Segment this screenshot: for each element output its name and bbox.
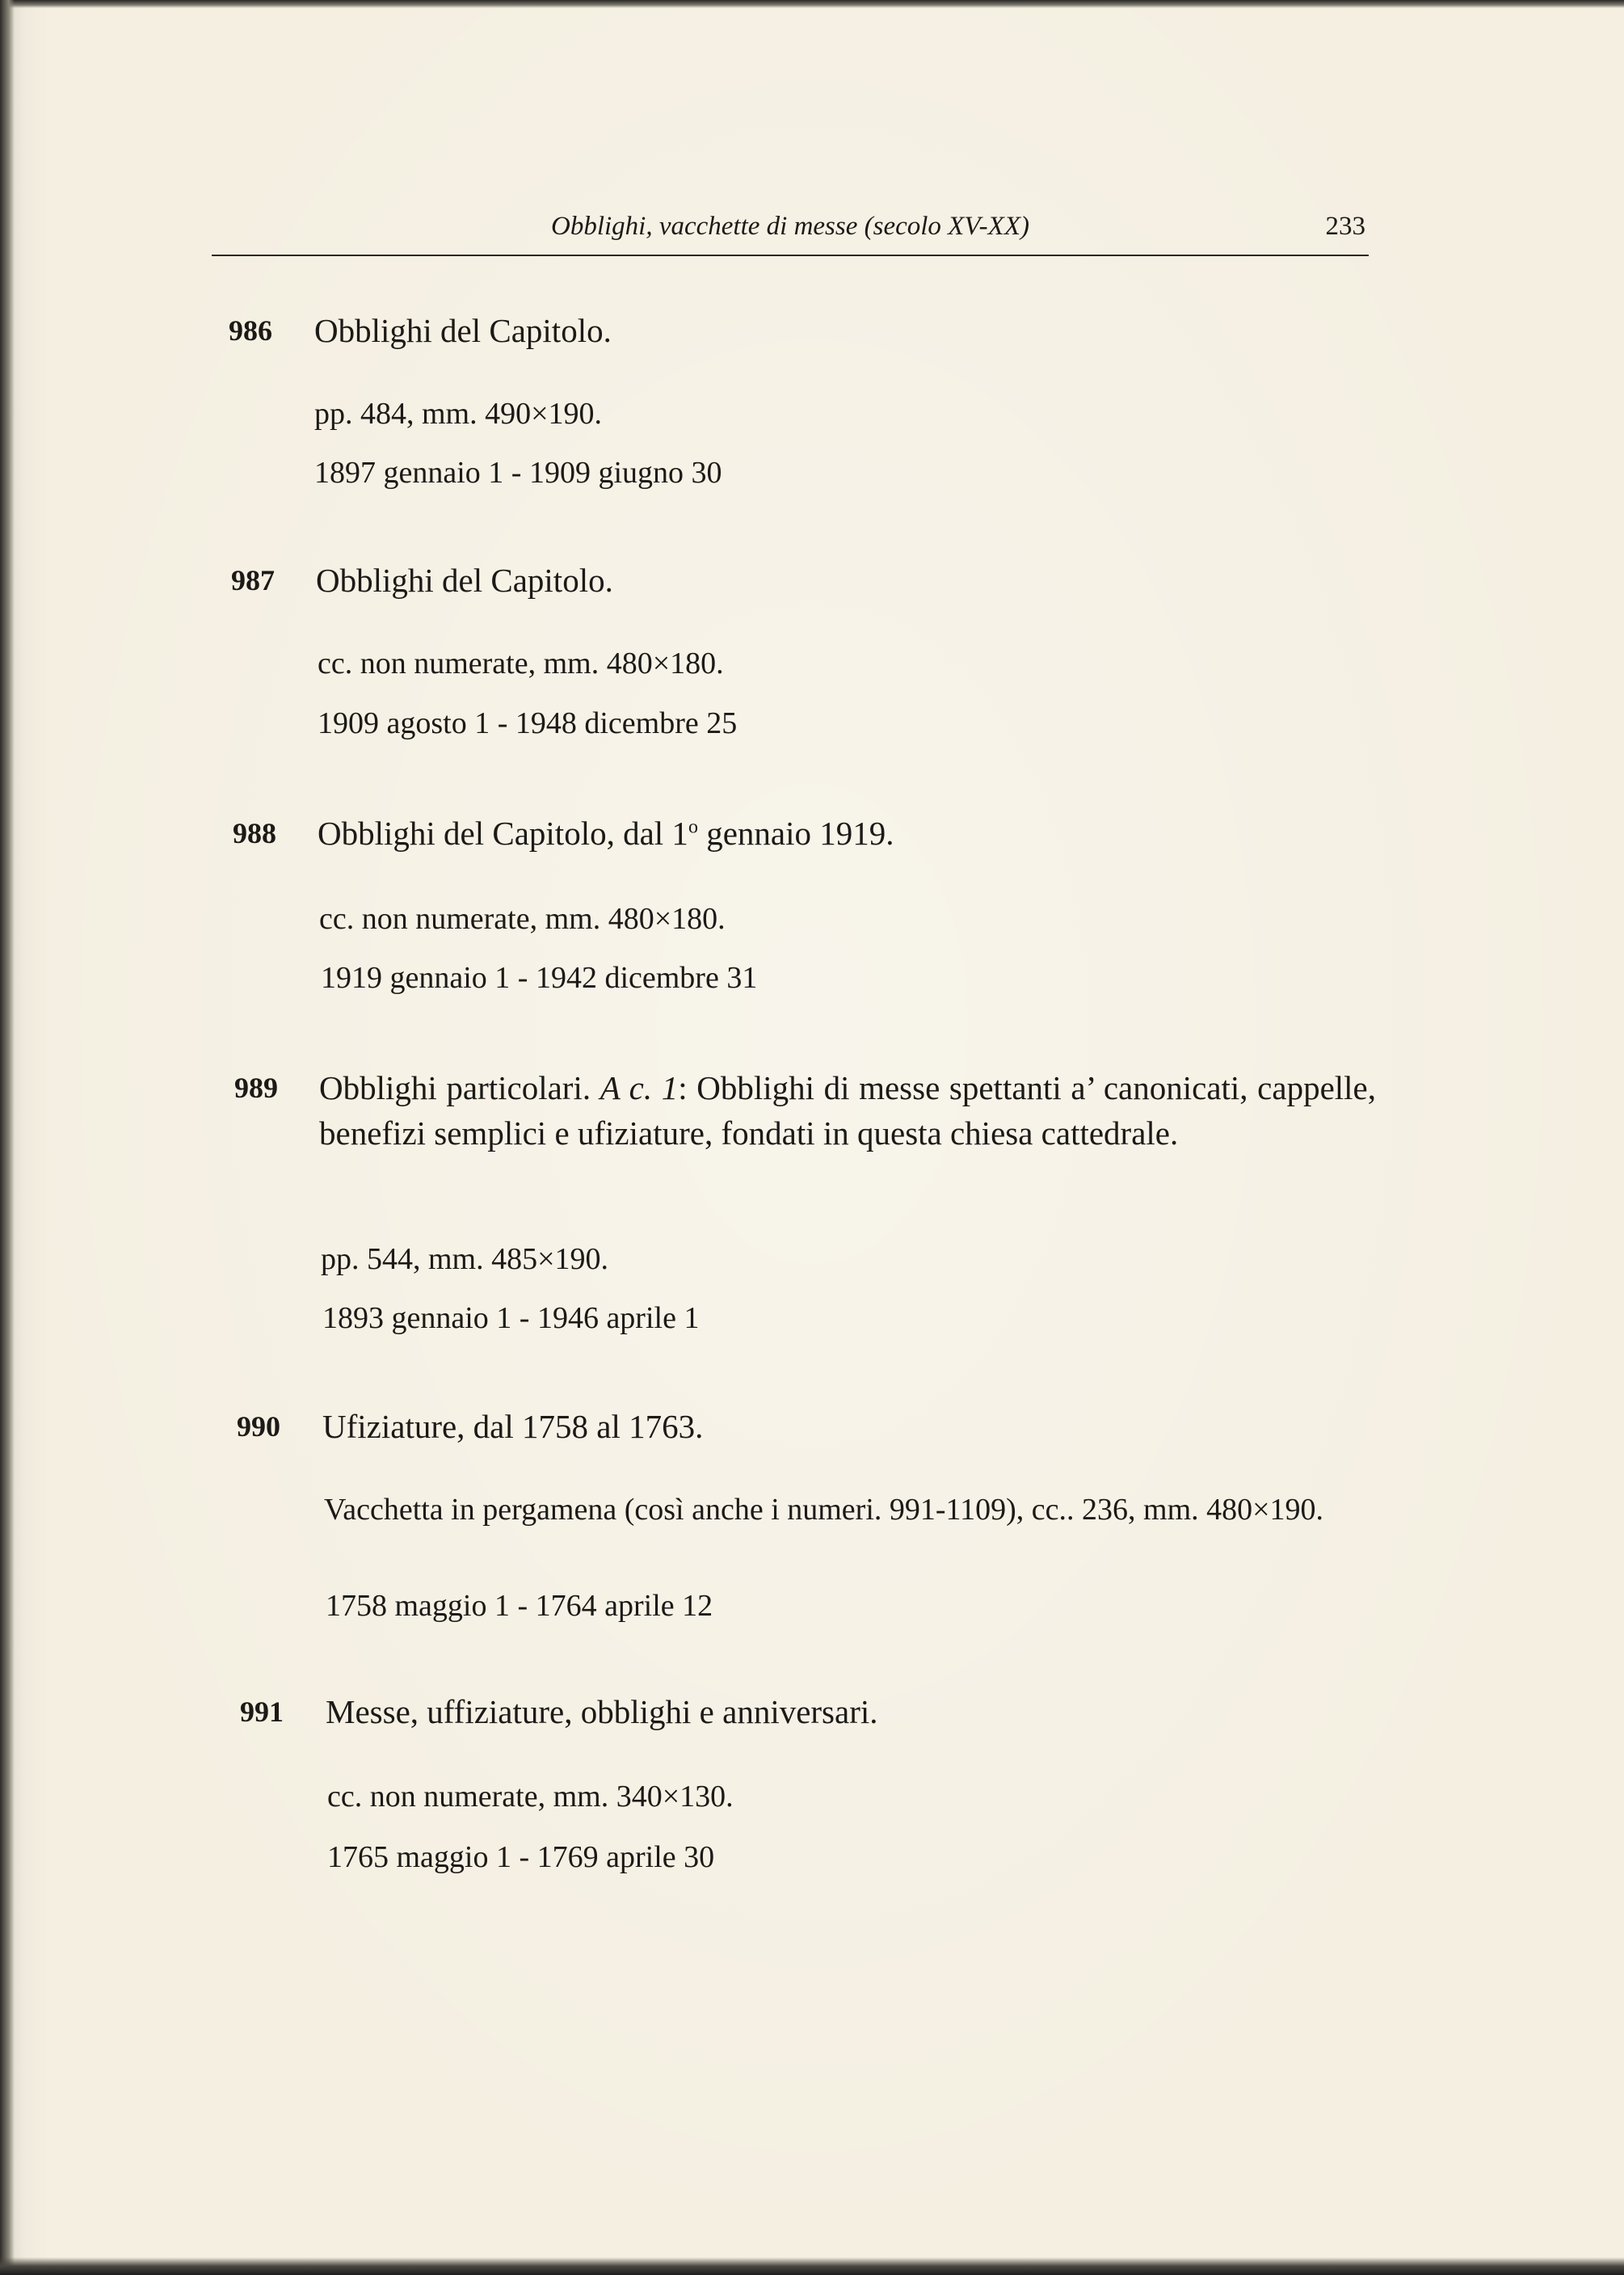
entry-description: pp. 484, mm. 490×190. [314, 397, 603, 431]
ordinal-superscript: o [688, 816, 698, 838]
entry-title: Obblighi del Capitolo. [314, 312, 612, 349]
entry-number: 990 [237, 1410, 280, 1443]
page-left-edge [0, 0, 15, 2275]
folio-reference: A c. 1 [600, 1069, 679, 1106]
entry-dates: 1765 maggio 1 - 1769 aprile 30 [327, 1840, 715, 1874]
entry-title: Messe, uffiziature, obblighi e anniversari. [326, 1693, 878, 1730]
entry-title: Obblighi del Capitolo. [316, 562, 613, 599]
page-top-edge [0, 0, 1624, 8]
entry-number: 987 [231, 564, 275, 596]
entry-number: 989 [234, 1072, 278, 1104]
running-head [212, 206, 1369, 256]
entry-title-text: Obblighi del Capitolo, dal 1 [318, 815, 688, 852]
entry-title-text: : Obblighi di messe spettanti a’ canonicati, cappelle, benefizi semplici e ufiziature, fondati in questa chiesa cattedrale. [319, 1069, 1376, 1152]
entry-number: 991 [240, 1696, 284, 1728]
entry-dates: 1897 gennaio 1 - 1909 giugno 30 [314, 456, 722, 490]
entry-number: 986 [229, 314, 272, 347]
entry-description: cc. non numerate, mm. 340×130. [327, 1780, 734, 1814]
entry-title-text: Obblighi particolari. [319, 1069, 600, 1106]
entry-description: pp. 544, mm. 485×190. [321, 1242, 609, 1276]
entry-title [318, 811, 1376, 856]
entry-description: Vacchetta in pergamena (così anche i numeri. 991-1109), cc.. 236, mm. 480×190. [324, 1493, 1324, 1527]
entry-title [319, 1065, 1376, 1156]
entry-dates: 1758 maggio 1 - 1764 aprile 12 [326, 1589, 713, 1623]
entry-title-text: gennaio 1919. [697, 815, 894, 852]
page-bottom-edge [0, 2257, 1624, 2275]
entry-title: Ufiziature, dal 1758 al 1763. [322, 1408, 704, 1445]
entry-number: 988 [233, 817, 276, 849]
entry-description: cc. non numerate, mm. 480×180. [319, 902, 726, 936]
entry-dates: 1919 gennaio 1 - 1942 dicembre 31 [321, 961, 758, 995]
entry-description: cc. non numerate, mm. 480×180. [318, 647, 724, 680]
page-number: 233 [1325, 212, 1365, 241]
entry-dates: 1893 gennaio 1 - 1946 aprile 1 [322, 1301, 700, 1335]
running-title: Obblighi, vacchette di messe (secolo XV-XX) [551, 212, 1029, 241]
entry-dates: 1909 agosto 1 - 1948 dicembre 25 [318, 706, 738, 740]
